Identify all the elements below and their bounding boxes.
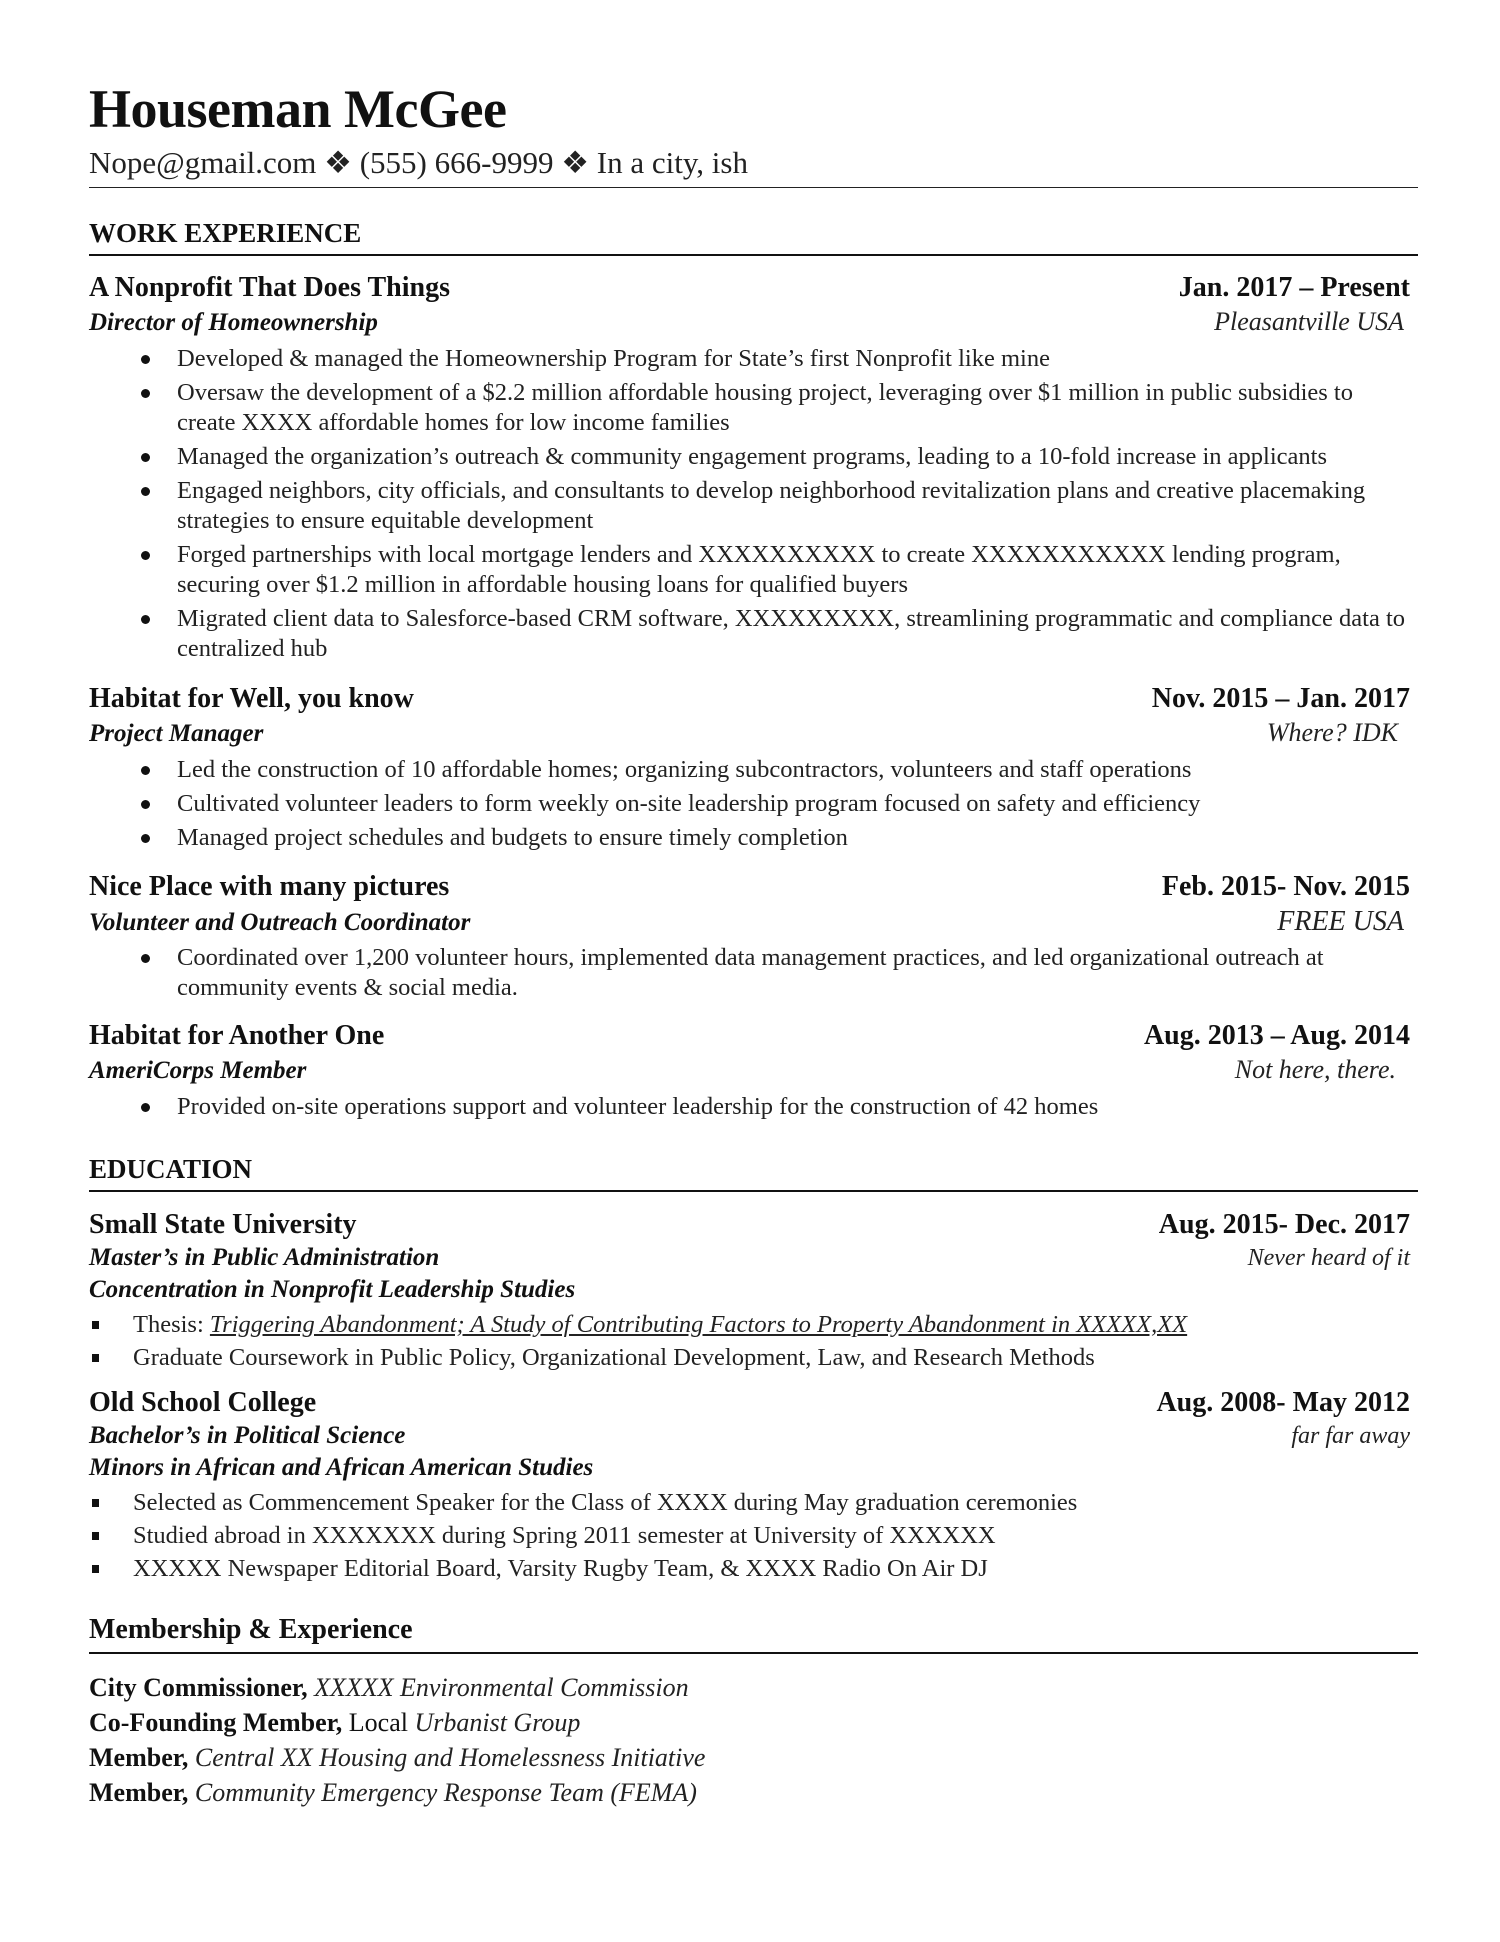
work-entry — [89, 272, 1418, 668]
section-education-heading: EDUCATION — [89, 1154, 253, 1184]
phone: (555) 666-9999 — [359, 145, 554, 180]
location: far far away — [1291, 1423, 1410, 1449]
section-divider — [89, 1190, 1418, 1192]
date-range: Feb. 2015- Nov. 2015 — [1161, 871, 1410, 902]
section-divider — [89, 1652, 1418, 1654]
membership-org-prefix: Local — [348, 1708, 408, 1737]
membership-item — [89, 1740, 1418, 1775]
degree: Master’s in Public Administration — [89, 1244, 440, 1271]
date-range: Aug. 2015- Dec. 2017 — [1158, 1209, 1410, 1240]
org-name: Nice Place with many pictures — [89, 871, 450, 902]
section-membership-heading: Membership & Experience — [89, 1614, 413, 1645]
bullet-item: Coordinated over 1,200 volunteer hours, implemented data management practices, and led organizational outreach at community events & social media. — [89, 943, 1418, 1003]
date-range: Jan. 2017 – Present — [1178, 272, 1410, 303]
bullet-item: Migrated client data to Salesforce-based CRM software, XXXXXXXXX, streamlining programmatic and compliance data to centralized hub — [89, 604, 1418, 664]
thesis-item — [89, 1310, 1418, 1340]
membership-item — [89, 1775, 1418, 1810]
diamond-separator-icon: ❖ — [561, 145, 589, 180]
thesis-label: Thesis: — [133, 1311, 210, 1338]
org-name: Habitat for Well, you know — [89, 683, 414, 714]
bullet-item: Studied abroad in XXXXXXX during Spring 2011 semester at University of XXXXXX — [89, 1521, 1418, 1551]
contact-line — [89, 145, 748, 181]
location: FREE USA — [1277, 906, 1404, 937]
diamond-separator-icon: ❖ — [324, 145, 352, 180]
bullet-list — [89, 943, 1418, 1003]
bullet-list — [89, 755, 1418, 853]
work-entry — [89, 1020, 1418, 1126]
location: Where? IDK — [1266, 718, 1398, 747]
bullet-item: Provided on-site operations support and volunteer leadership for the construction of 42 homes — [89, 1092, 1418, 1122]
location: Not here, there. — [1234, 1055, 1396, 1084]
bullet-item: XXXXX Newspaper Editorial Board, Varsity Rugby Team, & XXXX Radio On Air DJ — [89, 1554, 1418, 1584]
bullet-item: Oversaw the development of a $2.2 million affordable housing project, leveraging over $1 million in public subsidies to create XXXX affordable homes for low income families — [89, 378, 1418, 438]
degree: Bachelor’s in Political Science — [89, 1422, 406, 1449]
date-range: Aug. 2008- May 2012 — [1156, 1387, 1410, 1418]
date-range: Nov. 2015 – Jan. 2017 — [1151, 683, 1410, 714]
bullet-item: Graduate Coursework in Public Policy, Organizational Development, Law, and Research Methods — [89, 1343, 1418, 1373]
org-name: Habitat for Another One — [89, 1020, 385, 1051]
membership-role: City Commissioner, — [89, 1673, 308, 1702]
location: Pleasantville USA — [1214, 307, 1404, 336]
school-name: Small State University — [89, 1209, 357, 1240]
section-divider — [89, 254, 1418, 256]
membership-org: XXXXX Environmental Commission — [314, 1673, 689, 1702]
work-entry — [89, 871, 1418, 1007]
concentration: Concentration in Nonprofit Leadership Studies — [89, 1276, 576, 1303]
org-name: A Nonprofit That Does Things — [89, 272, 450, 303]
bullet-list — [89, 1310, 1418, 1373]
thesis-title: Triggering Abandonment; A Study of Contributing Factors to Property Abandonment in XXXXX,XX — [209, 1311, 1188, 1338]
bullet-list — [89, 1488, 1418, 1584]
bullet-item: Developed & managed the Homeownership Program for State’s first Nonprofit like mine — [89, 344, 1418, 374]
role-title: Volunteer and Outreach Coordinator — [89, 909, 471, 936]
candidate-name: Houseman McGee — [89, 79, 507, 139]
email: Nope@gmail.com — [89, 145, 317, 180]
bullet-item: Engaged neighbors, city officials, and consultants to develop neighborhood revitalization plans and creative placemaking strategies to ensure equitable development — [89, 476, 1418, 536]
membership-org: Central XX Housing and Homelessness Initiative — [194, 1743, 706, 1772]
date-range: Aug. 2013 – Aug. 2014 — [1143, 1020, 1410, 1051]
bullet-item: Selected as Commencement Speaker for the Class of XXXX during May graduation ceremonies — [89, 1488, 1418, 1518]
minors: Minors in African and African American Studies — [89, 1454, 594, 1481]
membership-role: Member, — [89, 1743, 189, 1772]
bullet-list — [89, 344, 1418, 664]
header-divider — [89, 187, 1418, 188]
role-title: Director of Homeownership — [89, 309, 378, 336]
education-entry — [89, 1387, 1418, 1587]
membership-item — [89, 1670, 1418, 1705]
membership-role: Co-Founding Member, — [89, 1708, 343, 1737]
membership-org: Urbanist Group — [414, 1708, 581, 1737]
bullet-list — [89, 1092, 1418, 1122]
membership-org: Community Emergency Response Team (FEMA) — [194, 1778, 697, 1807]
role-title: Project Manager — [89, 720, 264, 747]
school-name: Old School College — [89, 1387, 317, 1418]
education-entry — [89, 1209, 1418, 1376]
role-title: AmeriCorps Member — [89, 1057, 307, 1084]
location: In a city, ish — [596, 145, 748, 180]
work-entry — [89, 683, 1418, 857]
bullet-item: Led the construction of 10 affordable homes; organizing subcontractors, volunteers and staff operations — [89, 755, 1418, 785]
bullet-item: Managed the organization’s outreach & community engagement programs, leading to a 10-fold increase in applicants — [89, 442, 1418, 472]
membership-role: Member, — [89, 1778, 189, 1807]
bullet-item: Cultivated volunteer leaders to form weekly on-site leadership program focused on safety and efficiency — [89, 789, 1418, 819]
section-work-heading: WORK EXPERIENCE — [89, 218, 362, 248]
membership-item — [89, 1705, 1418, 1740]
bullet-item: Forged partnerships with local mortgage lenders and XXXXXXXXXX to create XXXXXXXXXXX lending program, securing over $1.2 million in affordable housing loans for qualified buyers — [89, 540, 1418, 600]
bullet-item: Managed project schedules and budgets to ensure timely completion — [89, 823, 1418, 853]
location: Never heard of it — [1247, 1245, 1410, 1271]
membership-list — [89, 1670, 1418, 1810]
